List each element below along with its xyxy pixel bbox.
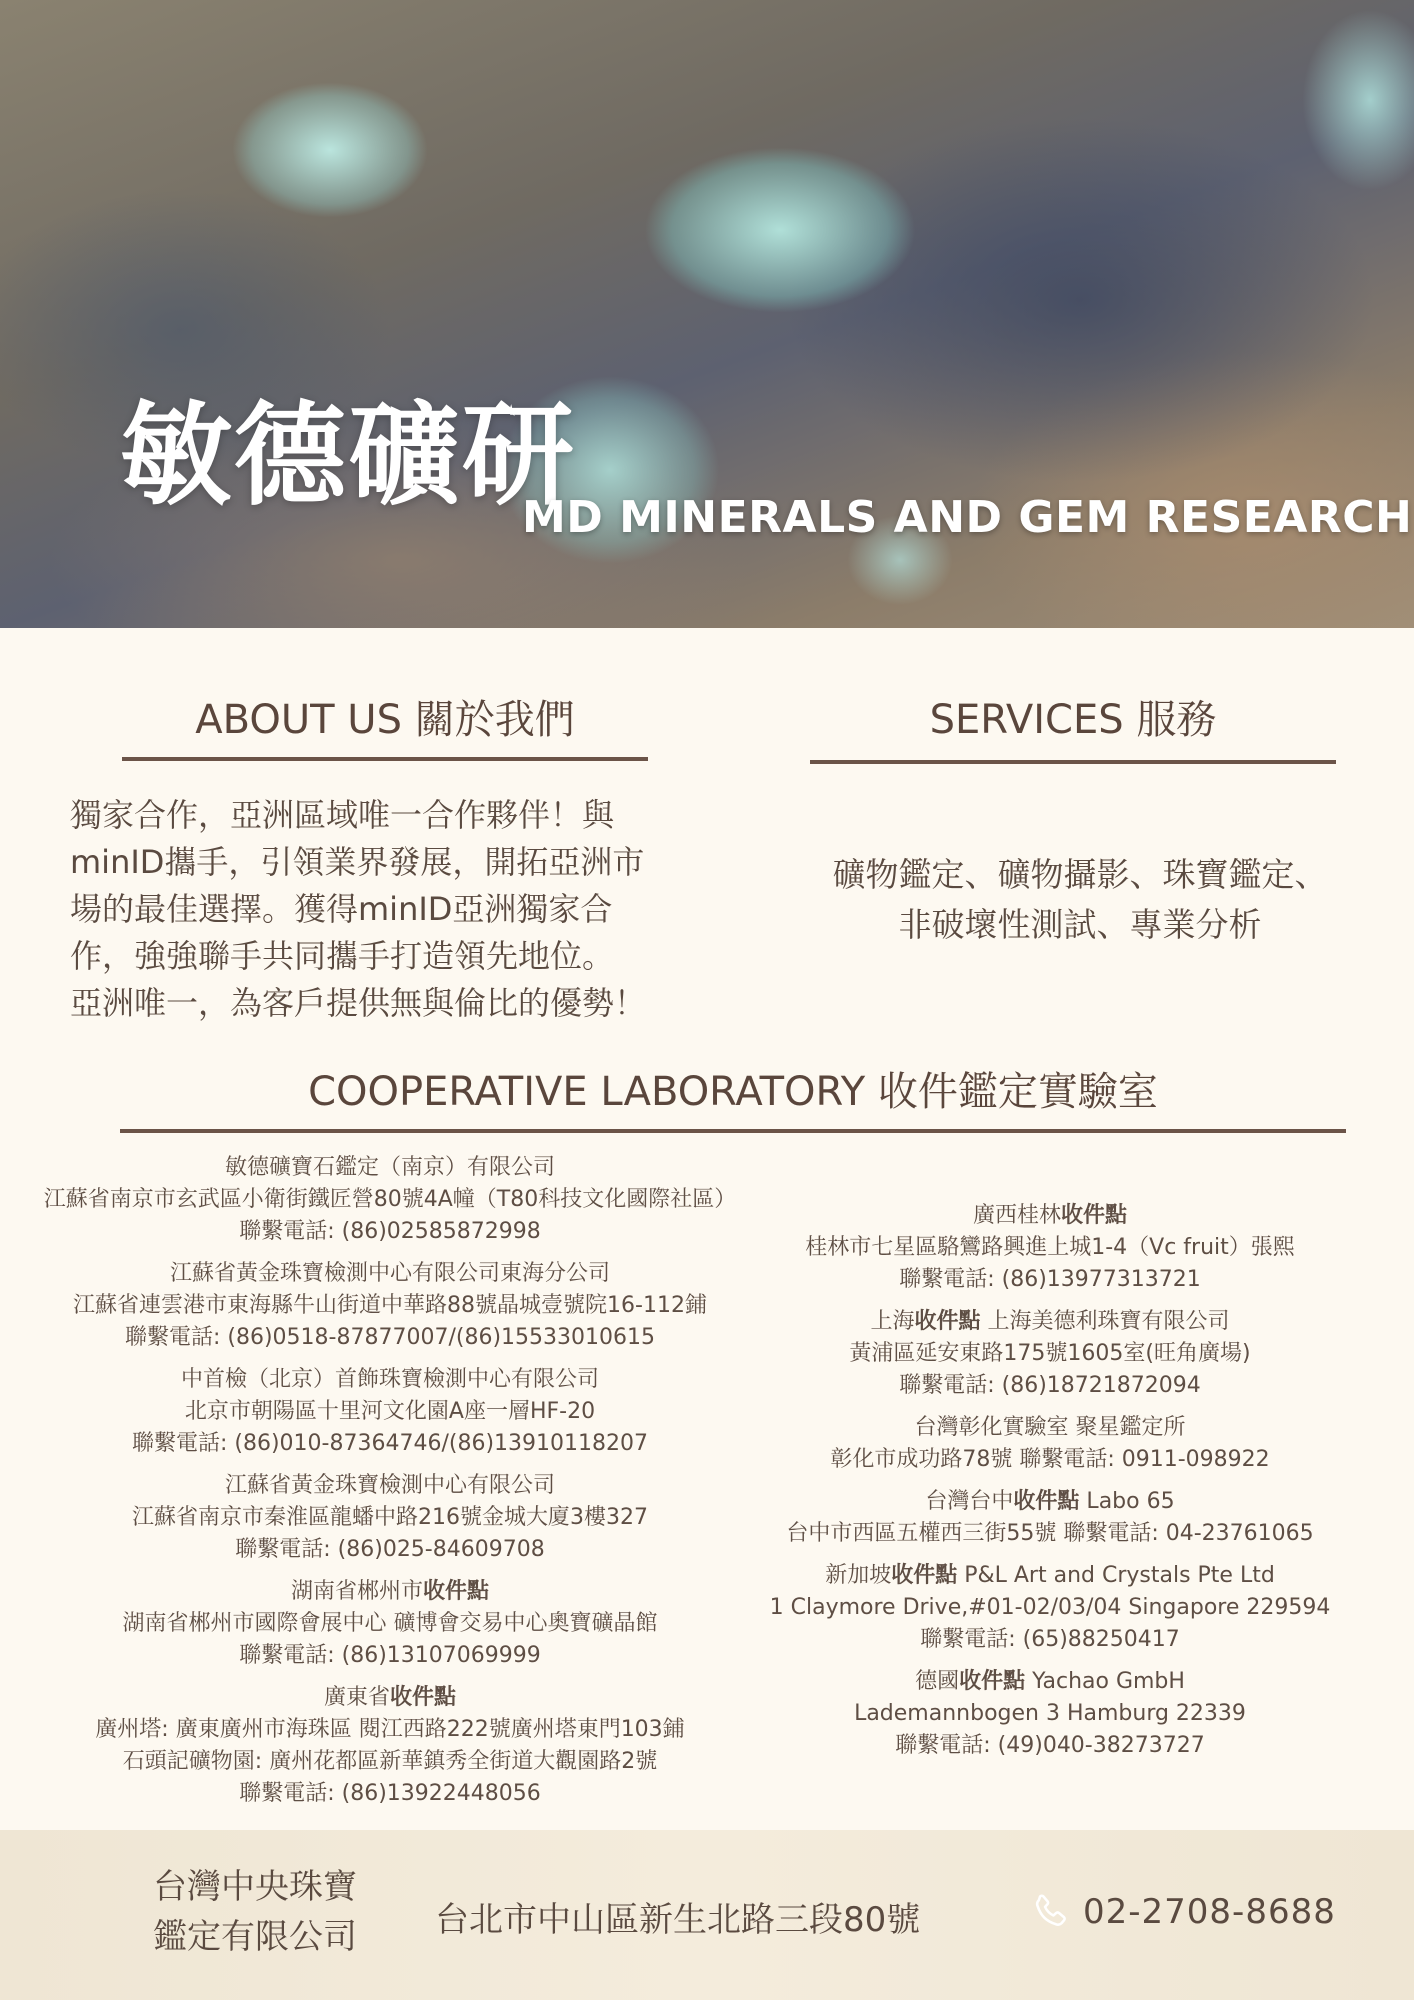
lab-tel: 聯繫電話: (65)88250417 (920, 1627, 1180, 1652)
about-line: 場的最佳選擇。獲得minID亞洲獨家合 (70, 890, 613, 928)
lab-entry (745, 1306, 1355, 1402)
lab-name-line (40, 1682, 740, 1714)
lab-entry (40, 1576, 740, 1672)
lab-name: 上海 (870, 1309, 915, 1334)
lab-tel: 聯繫電話: (86)025-84609708 (235, 1537, 545, 1562)
lab-company: 上海美德利珠寶有限公司 (980, 1309, 1230, 1334)
about-line: 作，強強聯手共同攜手打造領先地位。 (70, 937, 615, 975)
footer-company (120, 1862, 390, 1962)
lab-collection-label: 收件點 (891, 1563, 958, 1588)
services-heading: SERVICES 服務 (929, 697, 1217, 743)
lab-rule (120, 1129, 1346, 1133)
services-line: 礦物鑑定、礦物攝影、珠寶鑑定、 (832, 855, 1328, 894)
lab-collection-label: 收件點 (1061, 1203, 1128, 1228)
lab-address: 彰化市成功路78號 聯繫電話: 0911-098922 (830, 1447, 1270, 1472)
lab-name: 敏德礦寶石鑑定（南京）有限公司 (224, 1155, 555, 1180)
lab-collection-label: 收件點 (959, 1669, 1026, 1694)
hero-banner (0, 0, 1414, 628)
lab-left-column (40, 1152, 740, 1820)
lab-entry (745, 1560, 1355, 1656)
lab-name: 新加坡 (825, 1563, 892, 1588)
lab-tel: 聯繫電話: (86)010-87364746/(86)13910118207 (131, 1431, 648, 1456)
lab-address: 湖南省郴州市國際會展中心 礦博會交易中心奧寶礦晶館 (122, 1611, 658, 1636)
lab-name: 德國 (915, 1669, 960, 1694)
lab-name: 廣東省 (323, 1685, 390, 1710)
lab-name-line (745, 1666, 1355, 1698)
lab-entry (40, 1682, 740, 1810)
about-line: minID攜手，引領業界發展，開拓亞洲市 (70, 843, 645, 881)
lab-name: 廣西桂林 (972, 1203, 1061, 1228)
about-line: 亞洲唯一，為客戶提供無與倫比的優勢！ (70, 984, 647, 1022)
lab-name: 台灣彰化實驗室 聚星鑑定所 (914, 1415, 1186, 1440)
lab-entry (745, 1666, 1355, 1762)
about-rule (122, 757, 648, 761)
about-heading: ABOUT US 關於我們 (195, 697, 575, 743)
lab-address: 廣州塔: 廣東廣州市海珠區 閱江西路222號廣州塔東門103鋪 (95, 1717, 685, 1742)
footer (0, 1830, 1414, 2000)
lab-address: 台中市西區五權西三街55號 聯繫電話: 04-23761065 (786, 1521, 1314, 1546)
footer-company-line: 鑑定有限公司 (153, 1917, 357, 1957)
lab-address: 石頭記礦物園: 廣州花都區新華鎮秀全街道大觀園路2號 (122, 1749, 658, 1774)
lab-tel: 聯繫電話: (86)13977313721 (899, 1267, 1201, 1292)
lab-entry (745, 1200, 1355, 1296)
lab-tel: 聯繫電話: (86)13922448056 (239, 1781, 541, 1806)
footer-phone[interactable]: 02-2708-8688 (1083, 1892, 1336, 1932)
lab-name: 江蘇省黃金珠寶檢測中心有限公司 (224, 1473, 555, 1498)
lab-company: P&L Art and Crystals Pte Ltd (957, 1563, 1275, 1588)
lab-address: 江蘇省連雲港市東海縣牛山街道中華路88號晶城壹號院16-112鋪 (73, 1293, 707, 1318)
lab-address: Lademannbogen 3 Hamburg 22339 (854, 1701, 1246, 1726)
lab-company: Labo 65 (1079, 1489, 1175, 1514)
lab-collection-label: 收件點 (390, 1685, 457, 1710)
lab-name-line (745, 1486, 1355, 1518)
lab-name: 湖南省郴州市 (290, 1579, 423, 1604)
lab-entry (40, 1364, 740, 1460)
lab-name: 江蘇省黃金珠寶檢測中心有限公司東海分公司 (169, 1261, 610, 1286)
lab-address: 桂林市七星區駱鸞路興進上城1-4（Vc fruit）張熙 (805, 1235, 1295, 1260)
about-line: 獨家合作，亞洲區域唯一合作夥伴！與 (70, 796, 615, 834)
lab-name-line (745, 1306, 1355, 1338)
lab-company: Yachao GmbH (1025, 1669, 1185, 1694)
lab-heading: COOPERATIVE LABORATORY 收件鑑定實驗室 (308, 1069, 1158, 1115)
lab-address: 江蘇省南京市玄武區小衛街鐵匠營80號4A幢（T80科技文化國際社區） (43, 1187, 737, 1212)
services-text (800, 850, 1360, 950)
footer-company-line: 台灣中央珠寶 (153, 1867, 357, 1907)
lab-entry (40, 1152, 740, 1248)
about-text (70, 792, 710, 1027)
brand-title-en: MD MINERALS AND GEM RESEARCH (522, 492, 1413, 543)
lab-collection-label: 收件點 (423, 1579, 490, 1604)
services-rule (810, 760, 1336, 764)
lab-address: 1 Claymore Drive,#01-02/03/04 Singapore 229594 (769, 1595, 1331, 1620)
lab-name-line (40, 1576, 740, 1608)
services-line: 非破壞性測試、專業分析 (898, 905, 1262, 944)
lab-address: 北京市朝陽區十里河文化園A座一層HF-20 (184, 1399, 596, 1424)
lab-right-column (745, 1200, 1355, 1772)
footer-address: 台北市中山區新生北路三段80號 (435, 1900, 921, 1940)
lab-collection-label: 收件點 (914, 1309, 981, 1334)
brand-title-cn: 敏德礦研 (120, 391, 576, 521)
lab-entry (745, 1412, 1355, 1476)
lab-name: 中首檢（北京）首飾珠寶檢測中心有限公司 (180, 1367, 599, 1392)
lab-address: 江蘇省南京市秦淮區龍蟠中路216號金城大廈3樓327 (132, 1505, 648, 1530)
lab-name-line (745, 1560, 1355, 1592)
lab-entry (40, 1470, 740, 1566)
phone-icon (1028, 1890, 1072, 1934)
lab-tel: 聯繫電話: (86)0518-87877007/(86)15533010615 (124, 1325, 655, 1350)
lab-tel: 聯繫電話: (86)18721872094 (899, 1373, 1201, 1398)
lab-tel: 聯繫電話: (49)040-38273727 (895, 1733, 1205, 1758)
lab-name-line (745, 1200, 1355, 1232)
lab-collection-label: 收件點 (1013, 1489, 1080, 1514)
lab-tel: 聯繫電話: (86)02585872998 (239, 1219, 541, 1244)
lab-name: 台灣台中 (925, 1489, 1014, 1514)
lab-tel: 聯繫電話: (86)13107069999 (239, 1643, 541, 1668)
lab-entry (745, 1486, 1355, 1550)
lab-entry (40, 1258, 740, 1354)
lab-address: 黃浦區延安東路175號1605室(旺角廣場) (849, 1341, 1251, 1366)
